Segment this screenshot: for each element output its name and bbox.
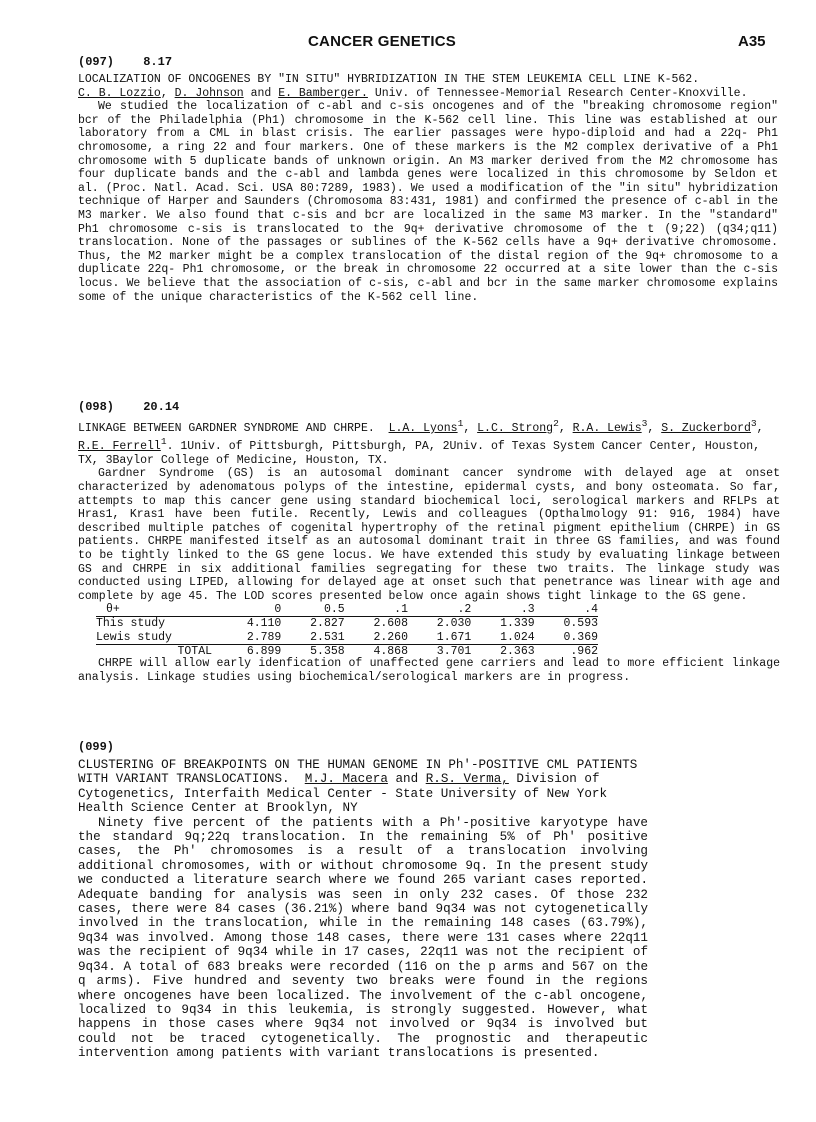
author: M.J. Macera — [304, 772, 388, 787]
table-cell: 1.671 — [408, 631, 471, 645]
table-cell: 2.789 — [218, 631, 281, 645]
table-cell: Lewis study — [96, 631, 218, 645]
abstract-body: Ninety five percent of the patients with a Ph'-positive karyotype have the standard 9q;22q translocation. In the remaining 5% of Ph' positive cases, the Ph' chromosomes is a result of a translocation involving additional chromosomes, with or without chromosome 9q. In the present study we conducted a literature search where we found 265 variant cases reported. Adequate banding for analysis was seen in only 232 cases. Of those 232 cases, there were 84 cases (36.21%) where band 9q34 was not cytogenetically involved in the translocation, while in the remaining 148 cases (63.79%), 9q34 was involved. Among those 148 cases, there were 131 cases where 22q11 was the recipient of 9q34 while in 17 cases, 22q11 was not the recipient of 9q34. A total of 683 breaks were recorded (116 on the p arms and 567 on the q arms). Five hundred and seventy two breaks were found in the regions where oncogenes have been localized. The involvement of the c-abl oncogene, localized to 9q34 in this leukemia, is strongly suggested. However, what happens in those cases where 9q34 not involved or 9q34 is involved but could not be traced cytogenetically. The prognostic and therapeutic intervention among patients with variant translocations is presented. — [78, 815, 648, 1061]
author: R.A. Lewis — [572, 421, 642, 435]
author: D. Johnson — [174, 86, 244, 100]
conjunction: and — [395, 772, 419, 787]
table-cell: 2.363 — [500, 645, 535, 659]
table-row — [96, 617, 598, 631]
author-superscript: 2 — [553, 418, 559, 429]
affiliation: Division of Cytogenetics, Interfaith Medical Center - State University of New York Health Science Center at Brooklyn, NY — [78, 772, 608, 816]
table-header-cell: .4 — [535, 603, 598, 617]
abstract-title-block — [78, 758, 648, 816]
table-cell: .962 — [570, 645, 598, 659]
abstract-title-block: LOCALIZATION OF ONCOGENES BY "IN SITU" HYBRIDIZATION IN THE STEM LEUKEMIA CELL LINE K-562. C. B. Lozzio, D. Johnson and E. Bamberger. Univ. of Tennessee-Memorial Research Center-Knoxville. — [78, 73, 748, 100]
abstract-number: (097) — [78, 55, 115, 69]
table-cell: 3.701 — [436, 645, 472, 659]
page-number: A35 — [738, 33, 766, 50]
abstract-number: (099) — [78, 740, 115, 754]
abstract-title: LOCALIZATION OF ONCOGENES BY "IN SITU" HYBRIDIZATION IN THE STEM LEUKEMIA CELL LINE K-562. — [78, 73, 700, 86]
author: L.A. Lyons — [388, 421, 458, 435]
conjunction: and — [250, 86, 272, 100]
table-cell: TOTAL — [177, 645, 212, 659]
table-header-cell: 0.5 — [281, 603, 344, 617]
table-header-cell: θ+ — [96, 603, 218, 617]
abstract-099 — [78, 758, 648, 1061]
table-cell: 2.260 — [345, 631, 408, 645]
abstract-title: LINKAGE BETWEEN GARDNER SYNDROME AND CHRPE. — [78, 421, 375, 435]
author-superscript: 1 — [160, 436, 167, 448]
abstract-097-number-line — [78, 55, 172, 69]
table-cell: 0.369 — [535, 631, 598, 645]
author: C. B. Lozzio — [78, 86, 161, 100]
abstract-body: We studied the localization of c-abl and c-sis oncogenes and of the "breaking chromosome region" bcr of the Philadelphia (Ph1) chromosome in the K-562 cell line. This line was established at our laboratory from a CML in blast crisis. The earlier passages were hypo-diploid and had a 22q- Ph1 chromosome, a ring 22 and four markers. One of these markers is the M2 complex derivative of a Ph1 chromosome with 5 duplicate bands of unknown origin. An M3 marker derived from the M2 chromosome has four duplicate bands and the c-abl and lambda genes were localized in this chromosome by Seldon et al. (Proc. Natl. Acad. Sci. USA 80:7289, 1983). We used a modification of the "in situ" hybridization technique of Harper and Saunders (Chromosoma 83:431, 1981) and confirmed the presence of c-abl in the M3 marker. We also found that c-sis and bcr are localized in the same M3 marker. In the "standard" Ph1 chromosome c-sis is translocated to the 9q+ derivative chromosome of the t (9;22) (q34;q11) translocation. None of the passages or sublines of the K-562 cells have a 9q+ derivative chromosome. Thus, the M2 marker might be a complex translocation of the distal region of the 9q+ chromosome to a duplicate 22q- Ph1 chromosome, or the break in chromosome 22 occurred at a site lower than the c-sis locus. We believe that the association of c-sis, c-abl and bcr in the same marker chromosome explains some of the unique characteristics of the K-562 cell line. — [78, 100, 778, 304]
abstract-code: 8.17 — [143, 55, 173, 69]
table-cell: 2.827 — [310, 617, 345, 631]
abstract-098-number-line — [78, 400, 179, 414]
author: S. Zuckerbord — [661, 421, 751, 435]
abstract-body: CHRPE will allow early idenfication of unaffected gene carriers and lead to more efficient linkage analysis. Linkage studies using biochemical/serological markers are in progress. — [78, 657, 780, 684]
abstract-code: 20.14 — [143, 400, 180, 414]
table-cell: 4.868 — [373, 645, 408, 659]
table-cell: 1.339 — [500, 617, 535, 631]
table-cell: 4.110 — [246, 617, 282, 631]
author: L.C. Strong — [477, 421, 554, 435]
table-cell: 2.531 — [281, 631, 344, 645]
author: R.S. Verma, — [425, 772, 509, 787]
table-cell: 0.593 — [563, 617, 598, 631]
table-header-cell: 0 — [218, 603, 281, 617]
table-header-cell: .3 — [471, 603, 534, 617]
affiliation: Univ. of Tennessee-Memorial Research Center-Knoxville. — [374, 86, 748, 100]
abstract-099-number-line — [78, 740, 114, 754]
table-cell: 2.030 — [436, 617, 472, 631]
abstract-number: (098) — [78, 400, 115, 414]
abstract-098 — [78, 417, 780, 603]
abstract-title-block: LINKAGE BETWEEN GARDNER SYNDROME AND CHRPE. L.A. Lyons$^1$, L.C. Strong$^2$, R.A. Lewis$^3$, S. Zuckerbord$^3$, R.E. Ferrell$^1$. 1Univ. of Pittsburgh, Pittsburgh, PA, 2Univ. of Texas System Cancer Center, Houston, TX, 3Baylor College of Medicine, Houston, TX. — [78, 418, 764, 467]
author: R.E. Ferrell — [78, 440, 161, 454]
abstract-title: CLUSTERING OF BREAKPOINTS ON THE HUMAN GENOME IN Ph'-POSITIVE CML PATIENTS WITH VARIANT TRANSLOCATIONS. — [78, 758, 638, 787]
table-header-cell: .2 — [408, 603, 471, 617]
table-cell: 2.608 — [373, 617, 408, 631]
table-cell: 6.899 — [246, 645, 282, 659]
abstract-body: Gardner Syndrome (GS) is an autosomal dominant cancer syndrome with delayed age at onset characterized by adenomatous polyps of the intestine, epidermal cysts, and bony osteomata. So far, attempts to map this cancer gene using standard biochemical loci, serological markers and RFLPs at Hras1, Kras1 have been futile. Recently, Lewis and colleagues (Opthalmology 91: 916, 1984) have described multiple patches of cogenital hypertrophy of the retinal pigment epithelium (CHRPE) in GS patients. CHRPE manifested itself as an autosomal dominant trait in three GS families, and was found to be tightly linked to the GS gene locus. We have extended this study by evaluating linkage between GS and CHRPE in six additional families segregating for these two traits. The linkage study was conducted using LIPED, allowing for delayed age at onset such that penetrance was linear with age and complete by age 45. The LOD scores presented below once again shows tight linkage to the GS gene. — [78, 467, 780, 603]
section-title: CANCER GENETICS — [308, 33, 457, 50]
affiliation: 1Univ. of Pittsburgh, Pittsburgh, PA, 2Univ. of Texas System Cancer Center, Houston, TX, 3Baylor College of Medicine, Houston, TX. — [78, 440, 761, 467]
lod-score-table — [96, 603, 598, 659]
table-cell: 1.024 — [471, 631, 534, 645]
table-cell: This study — [96, 617, 166, 631]
table-header-row — [96, 603, 598, 617]
author-superscript: 1 — [457, 418, 464, 429]
author-superscript: 3 — [641, 418, 648, 429]
abstract-098-continued — [78, 657, 780, 684]
author: E. Bamberger. — [278, 86, 368, 100]
author-superscript: 3 — [750, 418, 757, 429]
table-row — [96, 631, 598, 645]
table-cell: 5.358 — [310, 645, 345, 659]
abstract-097 — [78, 73, 778, 304]
table-header-cell: .1 — [345, 603, 408, 617]
